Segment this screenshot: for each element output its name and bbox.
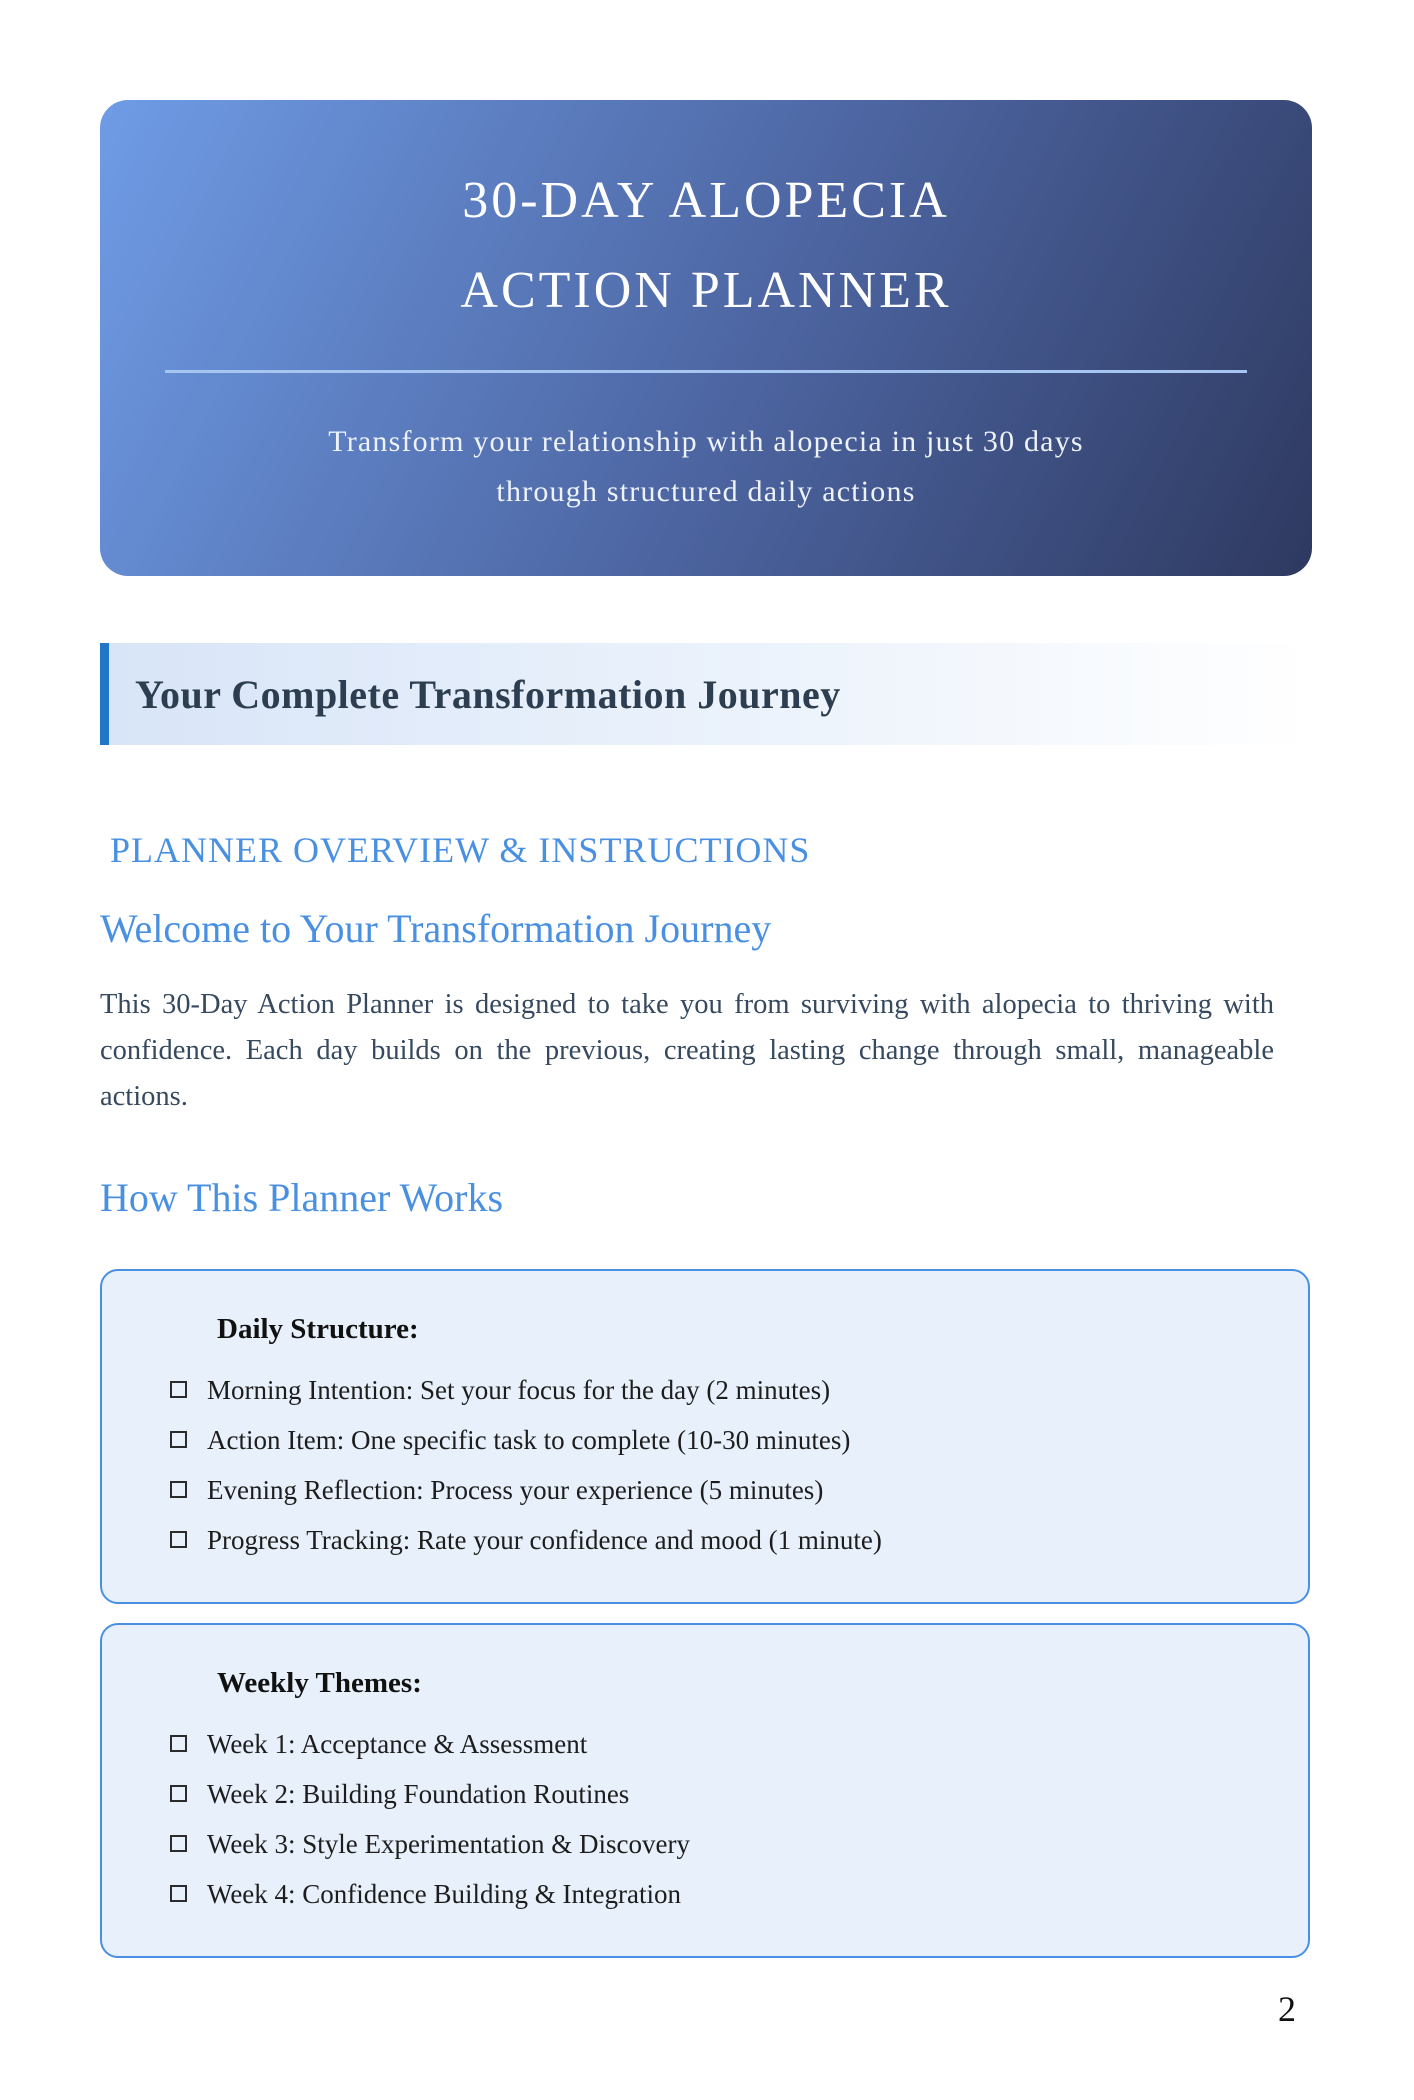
checklist-item (170, 1728, 1268, 1761)
checklist-item-label: Evening Reflection: Process your experience (5 minutes) (207, 1475, 824, 1506)
banner-subtitle (100, 417, 1312, 517)
main-content (0, 829, 1414, 1958)
checkbox-icon (170, 1481, 187, 1498)
checklist-item (170, 1878, 1268, 1911)
weekly-themes-checklist (142, 1728, 1268, 1911)
banner-title-line1: 30-DAY ALOPECIA (462, 172, 950, 229)
checkbox-icon (170, 1735, 187, 1752)
checklist-item (170, 1524, 1268, 1557)
checklist-item (170, 1374, 1268, 1407)
banner-subtitle-line1: Transform your relationship with alopecia in just 30 days (328, 425, 1084, 458)
checklist-item-label: Action Item: One specific task to complete (10-30 minutes) (207, 1425, 851, 1456)
banner-subtitle-line2: through structured daily actions (496, 475, 916, 508)
daily-structure-checklist (142, 1374, 1268, 1557)
section-title: Your Complete Transformation Journey (135, 671, 841, 717)
how-it-works-heading: How This Planner Works (100, 1175, 504, 1221)
checklist-item-label: Morning Intention: Set your focus for the day (2 minutes) (207, 1375, 831, 1406)
daily-structure-card (100, 1269, 1310, 1604)
title-banner (100, 100, 1312, 576)
banner-divider (165, 370, 1247, 373)
checkbox-icon (170, 1785, 187, 1802)
checklist-item-label: Week 1: Acceptance & Assessment (207, 1729, 588, 1760)
weekly-themes-card (100, 1623, 1310, 1958)
checkbox-icon (170, 1381, 187, 1398)
welcome-heading: Welcome to Your Transformation Journey (100, 906, 772, 951)
checklist-item-label: Week 4: Confidence Building & Integration (207, 1879, 681, 1910)
overview-heading: PLANNER OVERVIEW & INSTRUCTIONS (110, 830, 811, 870)
checklist-item-label: Progress Tracking: Rate your confidence and mood (1 minute) (207, 1525, 882, 1556)
section-header-bar (100, 643, 1312, 745)
welcome-paragraph: This 30-Day Action Planner is designed to take you from surviving with alopecia to thriving with confidence. Each day builds on the previous, creating lasting change through small, manageable actions. (100, 989, 1274, 1113)
checkbox-icon (170, 1835, 187, 1852)
checklist-item-label: Week 2: Building Foundation Routines (207, 1779, 630, 1810)
checklist-item (170, 1828, 1268, 1861)
checklist-item (170, 1424, 1268, 1457)
checkbox-icon (170, 1531, 187, 1548)
banner-title (100, 156, 1312, 336)
checklist-item-label: Week 3: Style Experimentation & Discovery (207, 1829, 690, 1860)
daily-structure-title: Daily Structure: (217, 1313, 419, 1346)
checklist-item (170, 1778, 1268, 1811)
checklist-item (170, 1474, 1268, 1507)
weekly-themes-title: Weekly Themes: (217, 1667, 422, 1700)
checkbox-icon (170, 1885, 187, 1902)
checkbox-icon (170, 1431, 187, 1448)
banner-title-line2: ACTION PLANNER (460, 262, 952, 319)
page-number: 2 (1278, 1989, 1296, 2029)
